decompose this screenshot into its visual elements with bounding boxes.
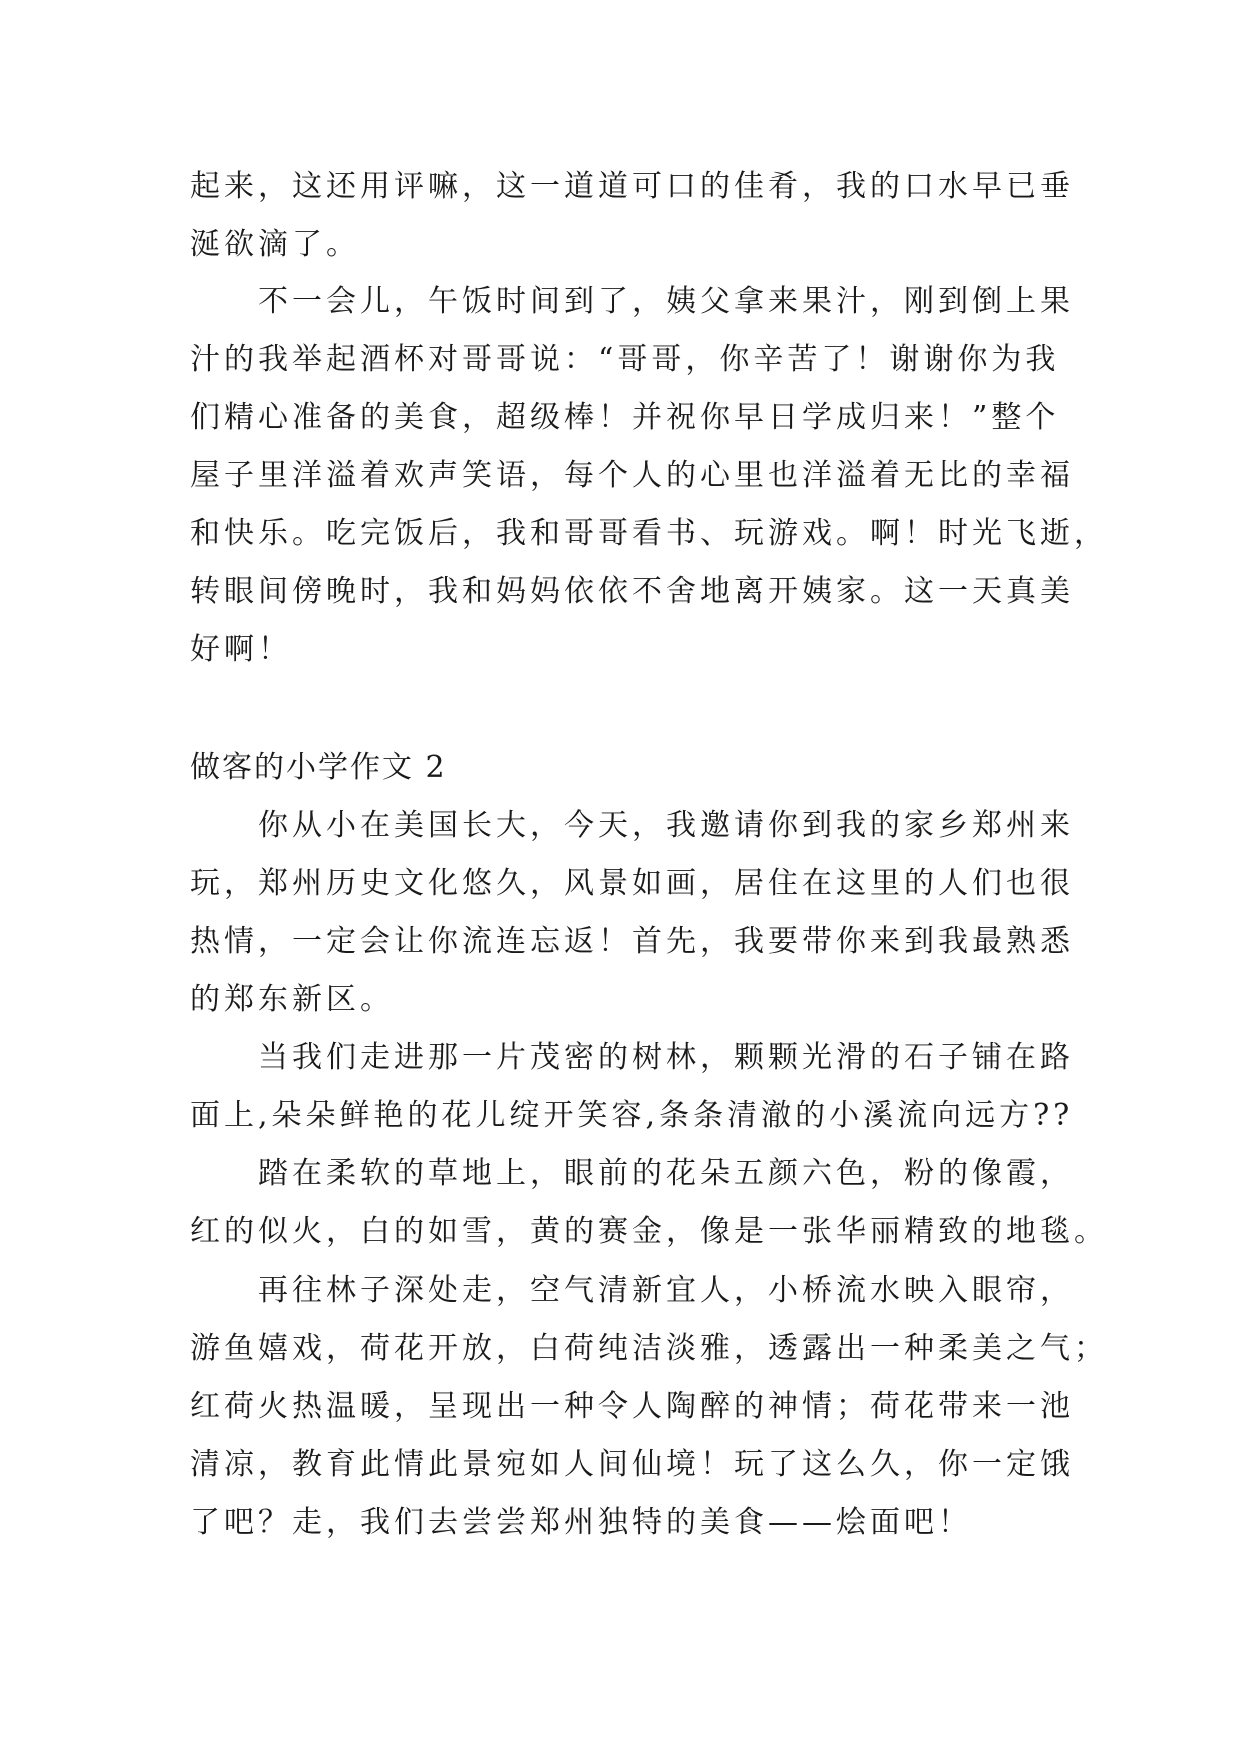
text-line: 玩，郑州历史文化悠久，风景如画，居住在这里的人们也很	[190, 866, 1074, 901]
section-title: 做客的小学作文 2	[190, 750, 447, 785]
text-line: 再往林子深处走，空气清新宜人，小桥流水映入眼帘，	[258, 1273, 1074, 1308]
text-line: 了吧？走，我们去尝尝郑州独特的美食——烩面吧！	[190, 1505, 972, 1540]
text-line: 游鱼嬉戏，荷花开放，白荷纯洁淡雅，透露出一种柔美之气；	[190, 1331, 1108, 1366]
text-line: 和快乐。吃完饭后，我和哥哥看书、玩游戏。啊！时光飞逝，	[190, 516, 1108, 551]
text-line: 面上,朵朵鲜艳的花儿绽开笑容,条条清澈的小溪流向远方??	[190, 1098, 1074, 1133]
text-line: 你从小在美国长大，今天，我邀请你到我的家乡郑州来	[258, 808, 1074, 843]
text-line: 好啊！	[190, 632, 292, 667]
text-line: 清凉，教育此情此景宛如人间仙境！玩了这么久，你一定饿	[190, 1447, 1074, 1482]
text-line: 起来，这还用评嘛，这一道道可口的佳肴，我的口水早已垂	[190, 169, 1074, 204]
text-line: 的郑东新区。	[190, 982, 394, 1017]
text-line: 红荷火热温暖，呈现出一种令人陶醉的神情；荷花带来一池	[190, 1389, 1074, 1424]
text-line: 屋子里洋溢着欢声笑语，每个人的心里也洋溢着无比的幸福	[190, 458, 1074, 493]
text-line: 汁的我举起酒杯对哥哥说：“哥哥，你辛苦了！谢谢你为我	[190, 342, 1060, 377]
text-line: 热情，一定会让你流连忘返！首先，我要带你来到我最熟悉	[190, 924, 1074, 959]
text-line: 转眼间傍晚时，我和妈妈依依不舍地离开姨家。这一天真美	[190, 574, 1074, 609]
text-line: 们精心准备的美食，超级棒！并祝你早日学成归来！”整个	[190, 400, 1060, 435]
text-line: 踏在柔软的草地上，眼前的花朵五颜六色，粉的像霞，	[258, 1156, 1074, 1191]
text-line: 红的似火，白的如雪，黄的赛金，像是一张华丽精致的地毯。	[190, 1214, 1108, 1249]
text-line: 不一会儿，午饭时间到了，姨父拿来果汁，刚到倒上果	[258, 284, 1074, 319]
text-line: 涎欲滴了。	[190, 227, 360, 262]
text-line: 当我们走进那一片茂密的树林，颗颗光滑的石子铺在路	[258, 1040, 1074, 1075]
